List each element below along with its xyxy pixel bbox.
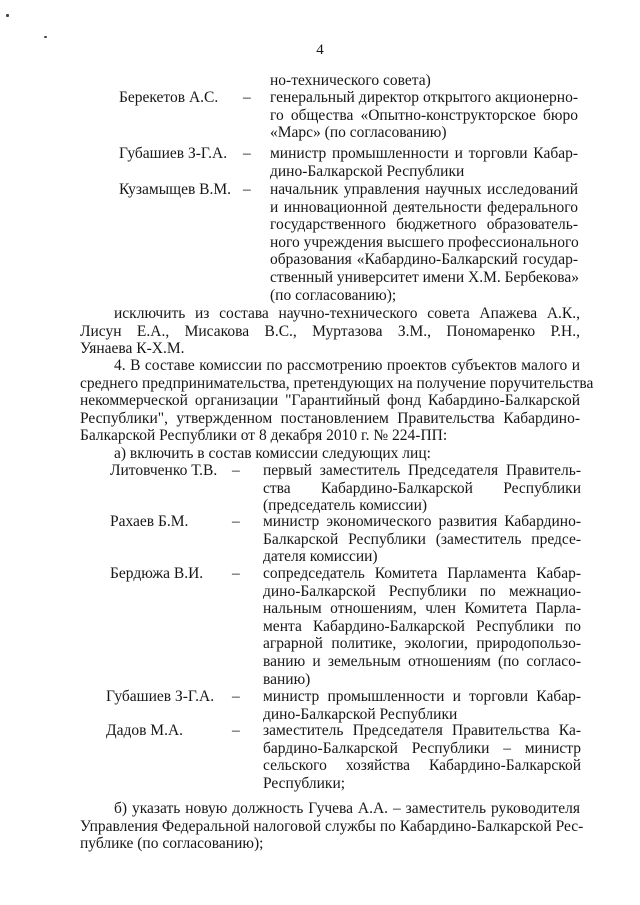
member-name: Губашиев З-Г.А. bbox=[119, 145, 228, 162]
position-line: дателя комиссии) bbox=[263, 548, 378, 566]
paragraph-line: исключить из состава научно-технического совета Апажева А.К., bbox=[114, 305, 580, 322]
position-line: (председатель комиссии) bbox=[263, 497, 428, 515]
position-line: первый заместитель Председателя Правитель- bbox=[263, 462, 581, 479]
member-dash: – bbox=[232, 722, 240, 739]
position-line: дино-Балкарской Республики по межнацио- bbox=[263, 582, 581, 600]
position-line: сопредседатель Комитета Парламента Кабар- bbox=[263, 565, 581, 582]
member-dash: – bbox=[232, 565, 240, 582]
member-position bbox=[263, 722, 581, 792]
member-position bbox=[263, 462, 581, 515]
position-line: заместитель Председателя Правительства Ка- bbox=[263, 722, 581, 739]
position-line: ванию и земельным отношениям (по согласо- bbox=[263, 652, 581, 670]
member-name: Кузамыщев В.М. bbox=[119, 181, 232, 198]
position-line: и инновационной деятельности федерального bbox=[270, 198, 578, 216]
include-heading bbox=[80, 445, 580, 463]
position-line: ванию) bbox=[263, 670, 311, 688]
paragraph-line: б) указать новую должность Гучева А.А. – заместитель руководителя bbox=[114, 800, 580, 817]
member-position bbox=[263, 688, 581, 723]
continuation-text: но-технического совета) bbox=[270, 72, 431, 89]
position-line: бардино-Балкарской Республики – министр bbox=[263, 739, 581, 757]
member-name: Берекетов А.С. bbox=[119, 89, 219, 106]
member-name: Губашиев З-Г.А. bbox=[106, 688, 215, 705]
member-dash: – bbox=[232, 462, 240, 479]
continuation-line bbox=[270, 72, 431, 90]
paragraph-line: некоммерческой организации "Гарантийный фонд Кабардино-Балкарской bbox=[80, 392, 580, 410]
paragraph-line: Управления Федеральной налоговой службы по Кабардино-Балкарской Рес- bbox=[80, 817, 584, 835]
position-line: Республики; bbox=[263, 774, 346, 792]
position-line: начальник управления научных исследований bbox=[270, 181, 578, 198]
position-line: ственный университет имени Х.М. Бербекова» bbox=[270, 268, 579, 286]
paragraph-line: Балкарской Республики от 8 декабря 2010 г. № 224-ПП: bbox=[80, 427, 448, 445]
position-line: министр экономического развития Кабардино- bbox=[263, 513, 581, 530]
member-dash: – bbox=[232, 513, 240, 530]
paragraph-line: Республики", утвержденном постановлением Правительства Кабардино- bbox=[80, 409, 580, 427]
member-position bbox=[270, 145, 578, 180]
position-line: министр промышленности и торговли Кабар- bbox=[270, 145, 578, 162]
position-line: сельского хозяйства Кабардино-Балкарской bbox=[263, 757, 581, 775]
member-dash: – bbox=[232, 688, 240, 705]
paragraph-line: среднего предпринимательства, претендующих на получение поручительства bbox=[80, 374, 594, 392]
member-dash: – bbox=[243, 181, 251, 198]
position-line: министр промышленности и торговли Кабар- bbox=[263, 688, 581, 705]
member-name: Бердюжа В.И. bbox=[110, 565, 204, 582]
position-line: генеральный директор открытого акционерно- bbox=[270, 89, 578, 106]
scan-speck-top bbox=[6, 14, 9, 17]
position-line: дино-Балкарской Республики bbox=[270, 162, 465, 180]
page-number: 4 bbox=[316, 42, 324, 58]
position-line: образования «Кабардино-Балкарский государ- bbox=[270, 251, 578, 269]
exclude-paragraph bbox=[80, 305, 580, 358]
paragraph-line: Уянаева К-Х.М. bbox=[80, 340, 185, 358]
position-line: нальным отношениям, член Комитета Парла- bbox=[263, 600, 581, 618]
position-line: мента Кабардино-Балкарской Республики по bbox=[263, 617, 581, 635]
position-line: (по согласованию); bbox=[270, 286, 397, 304]
member-dash: – bbox=[243, 89, 251, 106]
member-name: Дадов М.А. bbox=[106, 722, 184, 739]
member-position bbox=[270, 89, 578, 142]
position-line: «Марс» (по согласованию) bbox=[270, 124, 447, 142]
member-dash: – bbox=[243, 145, 251, 162]
position-line: ного учреждения высшего профессионального bbox=[270, 233, 579, 251]
position-line: государственного бюджетного образователь- bbox=[270, 216, 578, 234]
member-position bbox=[263, 565, 581, 688]
include-heading-text: а) включить в состав комиссии следующих лиц: bbox=[114, 445, 431, 462]
paragraph-line: 4. В составе комиссии по рассмотрению проектов субъектов малого и bbox=[114, 357, 580, 374]
position-line: аграрной политике, экологии, природопользо- bbox=[263, 635, 581, 653]
position-line: дино-Балкарской Республики bbox=[263, 705, 458, 723]
position-line: го общества «Опытно-конструкторское бюро bbox=[270, 106, 578, 124]
member-name: Рахаев Б.М. bbox=[110, 513, 189, 530]
section-4-paragraph bbox=[80, 357, 594, 445]
position-line: Балкарской Республики (заместитель предсе- bbox=[263, 530, 581, 548]
paragraph-line: публике (по согласованию); bbox=[80, 835, 264, 853]
member-name: Литовченко Т.В. bbox=[110, 462, 218, 479]
paragraph-line: Лисун Е.А., Мисакова В.С., Муртазова З.М., Пономаренко Р.Н., bbox=[80, 322, 580, 340]
member-position bbox=[263, 513, 581, 566]
member-position bbox=[270, 181, 578, 304]
final-paragraph bbox=[80, 800, 584, 853]
position-line: ства Кабардино-Балкарской Республики bbox=[263, 479, 581, 497]
scan-speck-left bbox=[44, 36, 47, 38]
